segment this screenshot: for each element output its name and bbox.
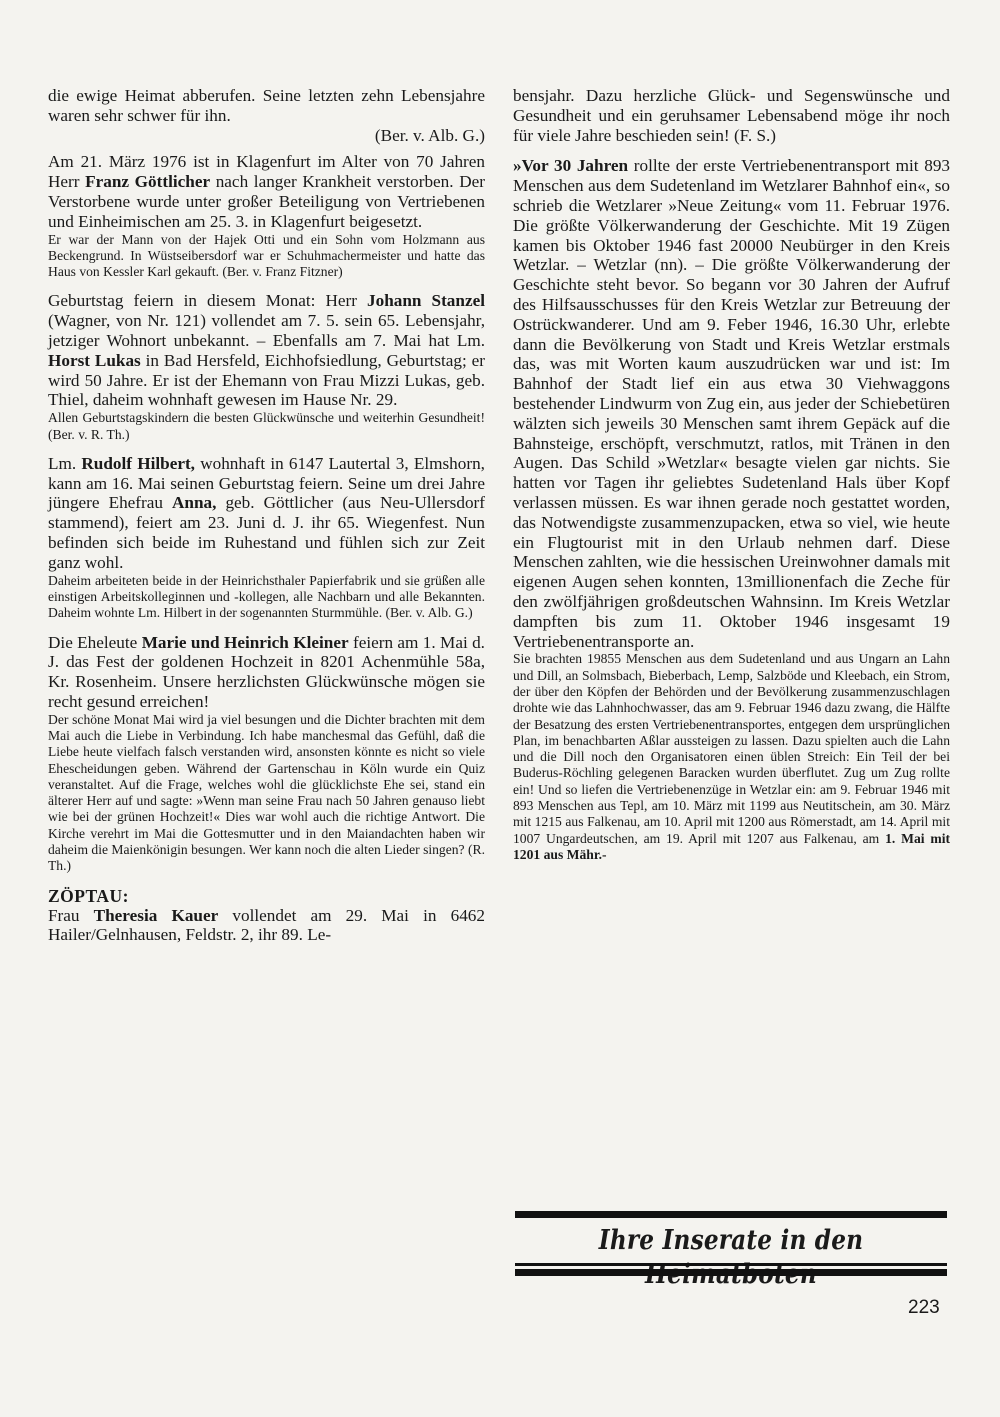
person-name: Theresia Kauer (93, 905, 219, 925)
emphasis-text: 1. Mai mit 1201 aus Mähr.- (513, 830, 950, 862)
right-column (513, 86, 950, 863)
paragraph-note: Daheim arbeiteten beide in der Heinrichsthaler Papierfabrik und sie grüßen alle einstigen Arbeitskolleginnen und -kollegen, alle Nachbarn und alle Bekannten. Daheim wohnte Lm. Hilbert in der sogenannten Sturmmühle. (Ber. v. Alb. G.) (48, 572, 485, 621)
paragraph-kauer: Frau Theresia Kauer vollendet am 29. Mai in 6462 Hailer/Gelnhausen, Feldstr. 2, ihr 89. Le- (48, 905, 485, 945)
person-name: Rudolf Hilbert, (81, 453, 195, 473)
section-heading: ZÖPTAU: (48, 885, 129, 906)
paragraph-note: Allen Geburtstagskindern die besten Glückwünsche und weiterhin Gesundheit! (Ber. v. R. Th.) (48, 410, 485, 442)
paragraph-kleiner: Die Eheleute Marie und Heinrich Kleiner feiern am 1. Mai d. J. das Fest der goldenen Hochzeit in 8201 Achenmühle 58a, Kr. Rosenheim. Unsere herzlichsten Glückwünsche mögen sie recht gesund erreichen! (48, 632, 485, 711)
banner-rule-top (515, 1211, 947, 1218)
paragraph-wetzlar: »Vor 30 Jahren rollte der erste Vertriebenentransport mit 893 Menschen aus dem Sudetenland im Wetzlarer Bahnhof ein«, so schrieb die Wetzlarer »Neue Zeitung« vom 11. Februar 1976. Die größte Völkerwanderung der Geschichte. Mit 19 Zügen kamen bis Oktober 1946 fast 20000 Neubürger in den Kreis Wetzlar. – Wetzlar (nn). – Die größte Völkerwanderung der Geschichte steht bevor. So begann vor 30 Jahren der Aufruf des Hilfsausschusses für den Kreis Wetzlar zur Betreuung der Ostrückwanderer. Und am 9. Feber 1946, 16.30 Uhr, erlebte dann die Bevölkerung von Stadt und Kreis Wetzlar erstmals das, was mit Worten kaum auszudrücken war und ist: Im Bahnhof der Stadt lief ein aus etwa 30 Viehwaggons bestehender Lindwurm von Zug ein, aus jeder der Schiebetüren wälzten sich jeweils 30 Menschen samt ihrem Gepäck auf die Bahnsteige, erschöpft, verschmutzt, ratlos, mit Tränen in den Augen. Das Schild »Wetzlar« besagte vielen gar nichts. Sie hatten vor Tagen ihr geliebtes Sudetenland Hals über Kopf verlassen müssen. Es war ihnen gerade noch gestattet worden, das Notwendigste zusammenzupacken, etwa so viel, wie heute ein Flugtourist mit in den Urlaub nehmen darf. Diese Menschen zahlten, wie die hessischen Ureinwohner damals mit eigenen Augen sehen konnten, 13millionenfach die Zeche für den zwölfjährigen großdeutschen Wahnsinn. Im Kreis Wetzlar dampften bis zum 11. Oktober 1946 insgesamt 19 Vertriebenentransporte an. (513, 156, 951, 651)
paragraph-obituary-goettlicher: Am 21. März 1976 ist in Klagenfurt im Alter von 70 Jahren Herr Franz Göttlicher nach langer Krankheit verstorben. Der Verstorbene wurde unter großer Beteiligung von Vertriebenen und Einheimischen am 25. 3. in Klagenfurt beigesetzt. (48, 152, 485, 231)
advertisement-banner (515, 1211, 947, 1277)
report-signature: (Ber. v. Alb. G.) (374, 125, 485, 145)
person-name: Horst Lukas (48, 350, 141, 370)
person-name: Franz Göttlicher (85, 172, 211, 192)
paragraph-hilbert: Lm. Rudolf Hilbert, wohnhaft in 6147 Lautertal 3, Elmshorn, kann am 16. Mai seinen Geburtstag feiern. Seine um drei Jahre jüngere Ehefrau Anna, geb. Göttlicher (aus Neu-Ullersdorf stammend), feiert am 23. Juni d. J. ihr 65. Wiegenfest. Nun befinden sich beide im Ruhestand und fühlen sich zur Zeit ganz wohl. (48, 453, 485, 572)
page-number: 223 (908, 1297, 940, 1318)
article-lead: »Vor 30 Jahren (513, 156, 629, 176)
paragraph-may-essay: Der schöne Monat Mai wird ja viel besungen und die Dichter brachten mit dem Mai auch die Liebe in Verbindung. Ich habe manchesmal das Gefühl, daß die Liebe heute vielfach falsch verstanden wird, ansonsten könnte es nicht so viele Ehescheidungen geben. Während der Gartenschau in Köln wurde ein Quiz veranstaltet. Auf die Frage, welches wohl die glücklichste Ehe sei, stand ein älterer Herr auf und sagte: »Wenn man seine Frau nach 50 Jahren genauso liebt wie bei der grünen Hochzeit!« Dies war wohl auch die richtige Antwort. Die Kirche verehrt im Mai die Gottesmutter und in den Maiandachten haben wir daheim die Maienkönigin besungen. Wer kann noch die alten Lieder singen? (R. Th.) (48, 711, 485, 874)
banner-rule-thin (515, 1263, 947, 1266)
left-column (48, 86, 485, 945)
banner-text: Ihre Inserate in den (598, 1225, 864, 1256)
paragraph-obituary-end: die ewige Heimat abberufen. Seine letzten zehn Lebensjahre waren sehr schwer für ihn. (48, 86, 485, 125)
paragraph-wetzlar-trains: Sie brachten 19855 Menschen aus dem Sudetenland und aus Ungarn an Lahn und Dill, an Solmsbach, Bieberbach, Lemp, Salzböde und Kleebach, ein Strom, der über den Köpfen der Behörden und der Bevölkerung zusammenzuschlagen drohte wie das Lahnhochwasser, das am 9. Februar 1946 dazu zwang, die Hälfte der Besatzung des ersten Vertriebenentransportes, entgegen dem ursprünglichen Plan, im benachbarten Aßlar aussteigen zu lassen. Dazu spielten auch die Lahn und die Dill noch den Organisatoren einen üblen Streich: Ein Teil der bei Buderus-Röchling gelegenen Baracken wurden überflutet. Zug um Zug rollte ein! Und so liefen die Vertriebenenzüge in Wetzlar ein: am 9. Februar 1946 mit 893 Menschen aus Tepl, am 10. März mit 1199 aus Neutitschein, am 30. März mit 1215 aus Falkenau, am 10. April mit 1200 aus Römerstadt, am 14. April mit 1007 Ungardeutschen, am 19. April mit 1207 aus Falkenau, am 1. Mai mit 1201 aus Mähr.- (513, 651, 950, 862)
person-name: Johann Stanzel (367, 291, 485, 311)
person-name: Marie und Heinrich Kleiner (141, 632, 349, 652)
paragraph-birthdays: Geburtstag feiern in diesem Monat: Herr Johann Stanzel (Wagner, von Nr. 121) vollendet am 7. 5. sein 65. Lebensjahr, jetziger Wohnort unbekannt. – Ebenfalls am 7. Mai hat Lm. Horst Lukas in Bad Hersfeld, Eichhofsiedlung, Geburtstag; er wird 50 Jahre. Er ist der Ehemann von Frau Mizzi Lukas, geb. Thiel, daheim wohnhaft gewesen im Hause Nr. 29. (48, 291, 486, 410)
paragraph-note: Er war der Mann von der Hajek Otti und ein Sohn vom Holzmann aus Beckengrund. In Wüstseibersdorf war er Schuhmachermeister und hatte das Haus von Kessler Karl gekauft. (Ber. v. Franz Fitzner) (48, 231, 485, 280)
banner-rule-bottom (515, 1269, 947, 1276)
paragraph-kauer-end: bensjahr. Dazu herzliche Glück- und Segenswünsche und Gesundheit und ein geruhsamer Lebensabend möge ihr noch für viele Jahre beschieden sein! (F. S.) (513, 86, 950, 145)
person-name: Anna, (172, 493, 217, 513)
